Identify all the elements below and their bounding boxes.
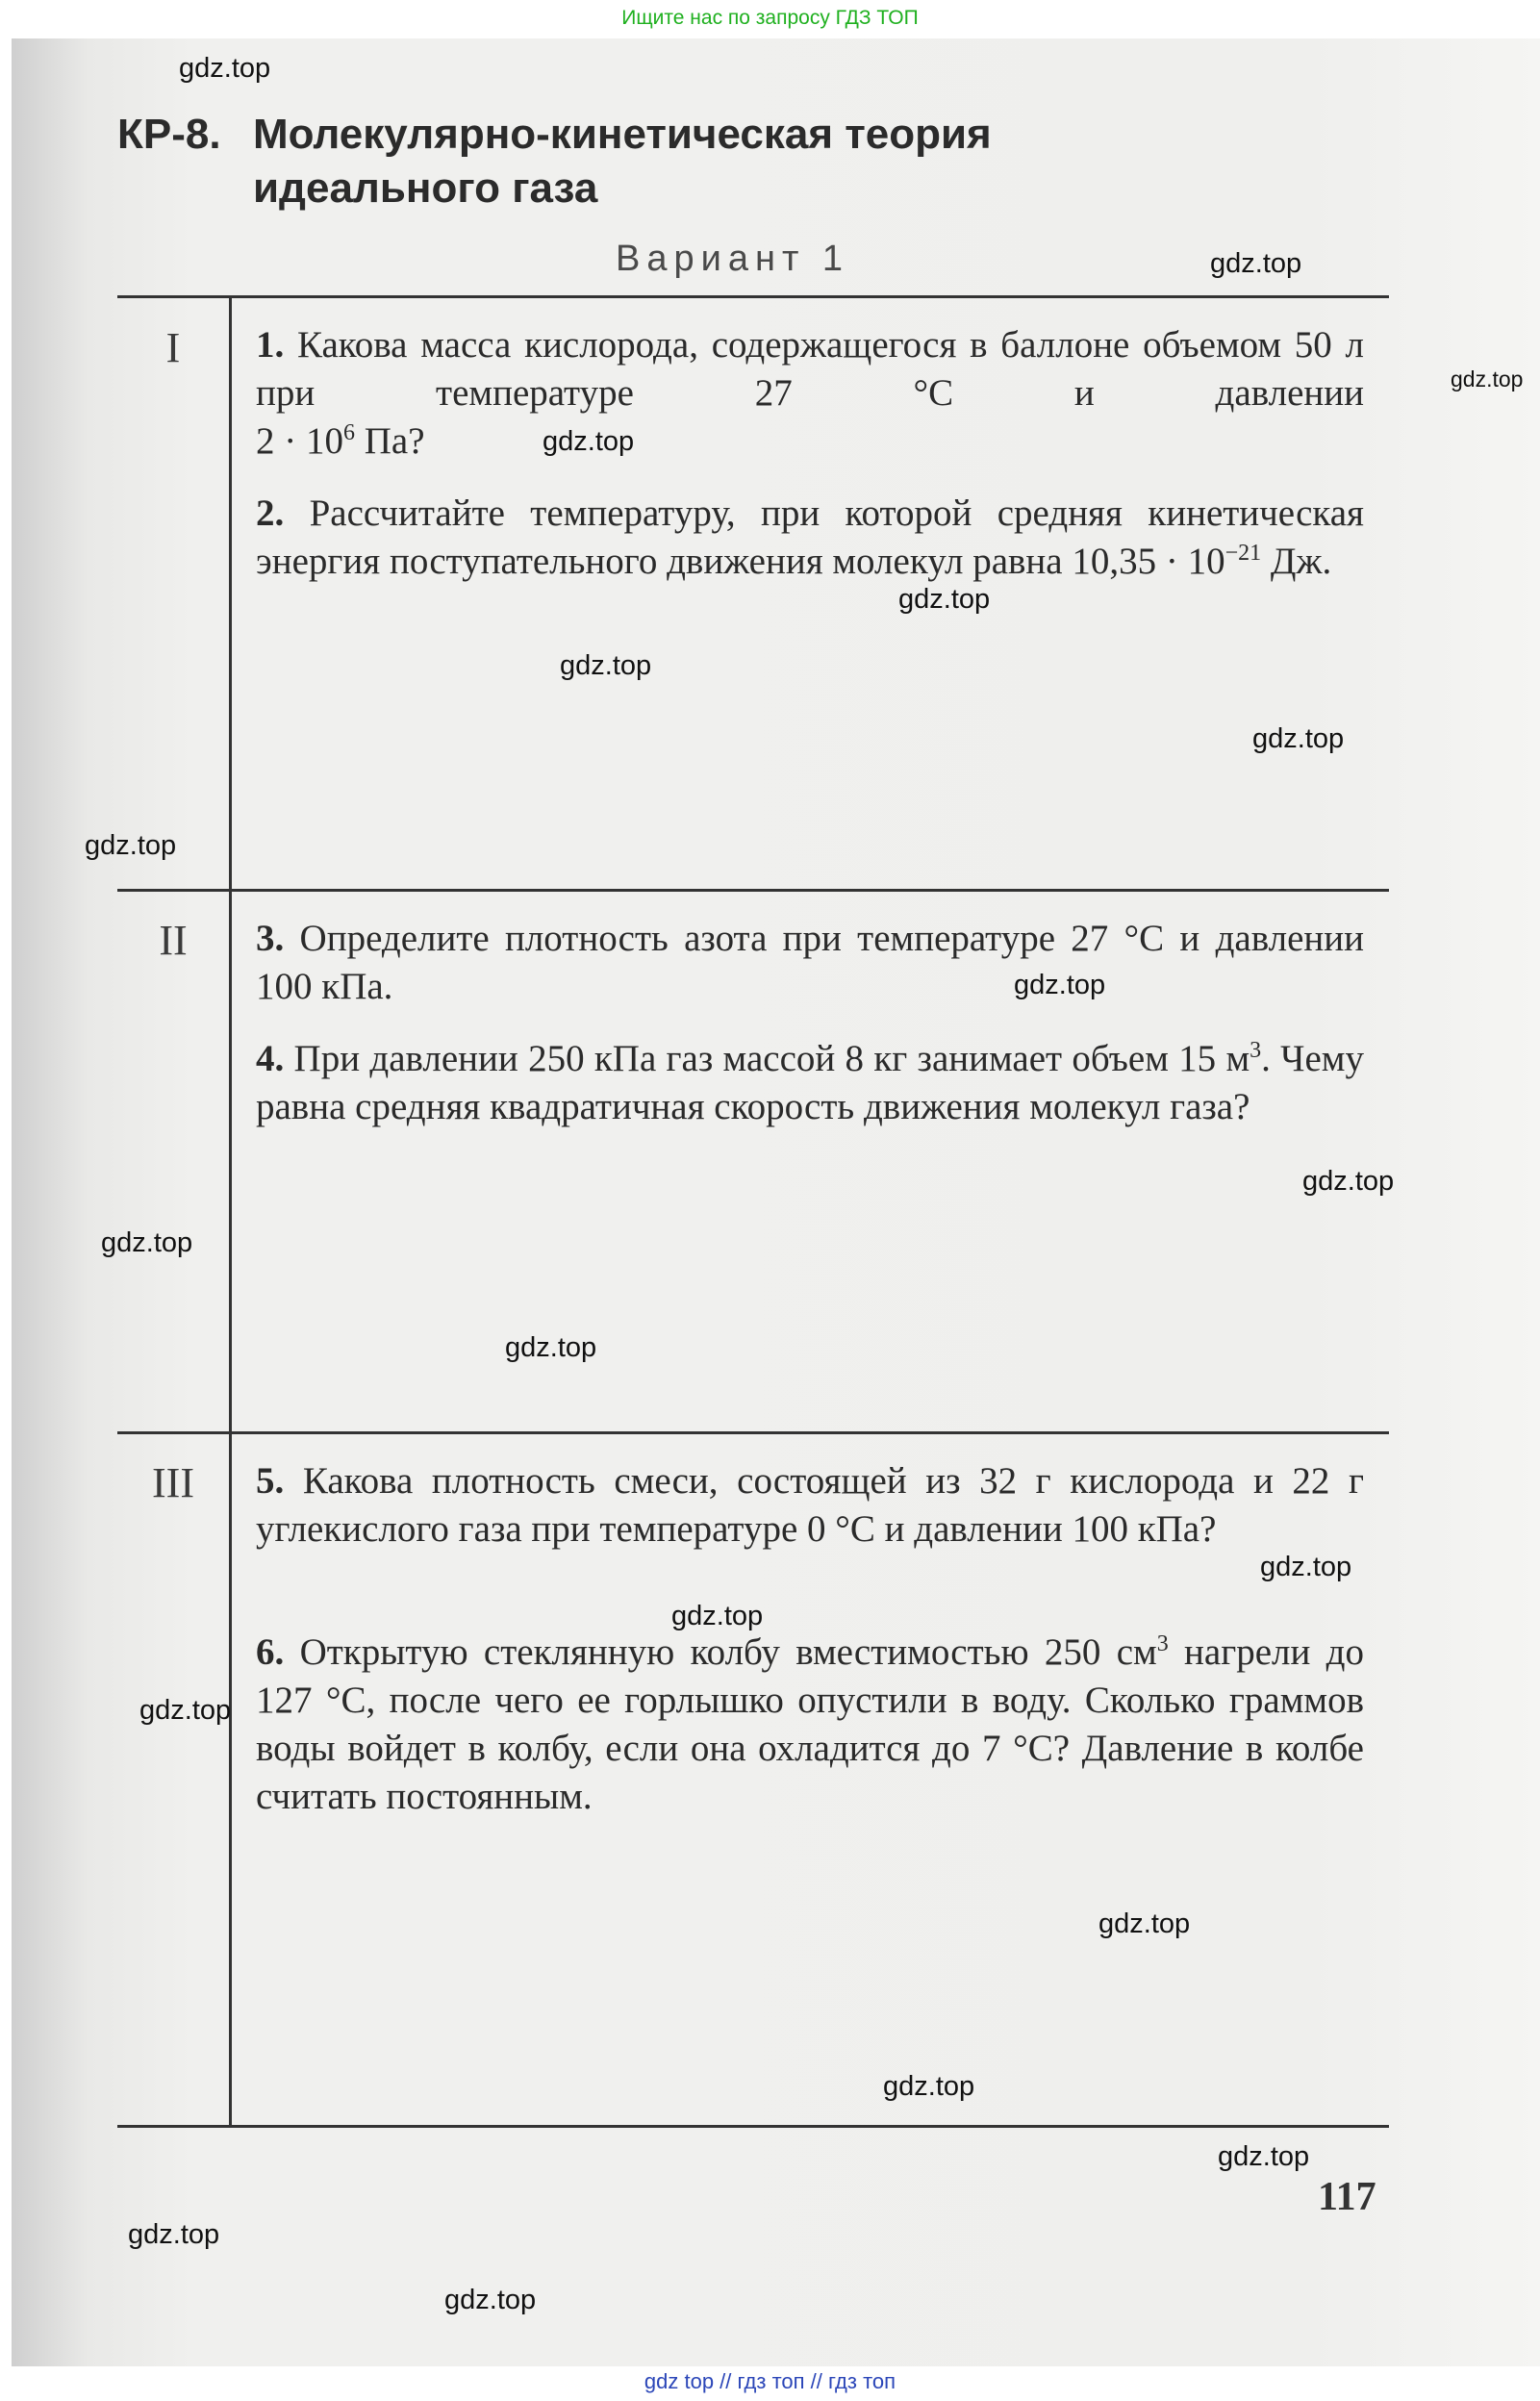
section-divider-1 (117, 889, 1389, 892)
table-column-rule (229, 295, 232, 2127)
task-exponent: −21 (1224, 541, 1262, 566)
page-title (117, 108, 1272, 215)
task-5 (256, 1457, 1364, 1554)
task-2 (256, 490, 1364, 586)
watermark: gdz.top (898, 584, 991, 615)
watermark: gdz.top (1252, 723, 1345, 754)
task-number: 3. (256, 918, 285, 959)
table-top-rule (117, 295, 1389, 298)
task-exponent: 3 (1156, 1631, 1169, 1656)
variant-label: Вариант 1 (616, 239, 850, 279)
task-number: 1. (256, 324, 285, 366)
task-text-end: нагрели до 127 °С, после чего ее горлышко опустили в воду. Сколько граммов воды войдет в колбу, если она охладится до 7 °С? Давление в колбе считать постоянным. (256, 1631, 1364, 1817)
watermark: gdz.top (139, 1695, 232, 1726)
watermark: gdz.top (543, 426, 635, 457)
watermark: gdz.top (101, 1227, 193, 1258)
task-text: Какова масса кислорода, содержащегося в баллоне объемом 50 л при температуре 27 °С и давлении (256, 324, 1365, 414)
task-4 (256, 1035, 1364, 1131)
task-text: Рассчитайте температуру, при которой средняя кинетическая энергия поступательного движения молекул равна (256, 493, 1364, 582)
watermark: gdz.top (444, 2285, 537, 2315)
page-number: 117 (1318, 2175, 1376, 2219)
top-banner: Ищите нас по запросу ГДЗ ТОП (0, 0, 1540, 38)
task-text-end: . Чему равна средняя квадратичная скорость движения молекул газа? (256, 1038, 1364, 1127)
title-line-2: идеального газа (253, 164, 598, 212)
task-text: Определите плотность азота при температуре 27 °С и давлении 100 кПа. (256, 918, 1365, 1007)
watermark: gdz.top (1218, 2141, 1310, 2172)
task-formula: 10,35 · 10 (1072, 541, 1225, 582)
watermark: gdz.top (505, 1332, 597, 1363)
bottom-banner: gdz top // гдз топ // гдз топ (0, 2366, 1540, 2401)
watermark: gdz.top (1014, 970, 1106, 1000)
task-exponent: 3 (1250, 1038, 1262, 1063)
watermark: gdz.top (128, 2219, 220, 2250)
watermark: gdz.top (560, 650, 652, 681)
task-number: 2. (256, 493, 285, 534)
watermark: gdz.top (671, 1601, 764, 1631)
task-text: Открытую стеклянную колбу вместимостью 250 см (299, 1631, 1157, 1673)
task-number: 5. (256, 1460, 285, 1502)
watermark: gdz.top (1098, 1908, 1191, 1939)
task-3 (256, 915, 1364, 1011)
watermark: gdz.top (1302, 1166, 1395, 1197)
section-label-III: III (152, 1459, 194, 1506)
watermark: gdz.top (1210, 248, 1302, 279)
watermark: gdz.top (85, 830, 177, 861)
test-number: КР-8. (117, 111, 221, 158)
task-text: Какова плотность смеси, состоящей из 32 г кислорода и 22 г углекислого газа при температуре 0 °С и давлении 100 кПа? (256, 1460, 1365, 1550)
task-formula: 2 · 10 (256, 420, 343, 462)
watermark: gdz.top (1451, 366, 1524, 392)
task-number: 6. (256, 1631, 285, 1673)
task-text-end: Дж. (1261, 541, 1332, 582)
table-bottom-rule (117, 2125, 1389, 2128)
watermark: gdz.top (883, 2071, 975, 2102)
task-6 (256, 1629, 1364, 1821)
title-line-1: Молекулярно-кинетическая теория (253, 111, 992, 158)
task-number: 4. (256, 1038, 285, 1079)
watermark: gdz.top (179, 53, 271, 84)
task-1 (256, 321, 1364, 466)
section-label-I: I (165, 324, 181, 371)
watermark: gdz.top (1260, 1552, 1352, 1582)
task-text: При давлении 250 кПа газ массой 8 кг занимает объем 15 м (293, 1038, 1250, 1079)
section-divider-2 (117, 1431, 1389, 1434)
section-label-II: II (159, 917, 188, 964)
task-text-end: Па? (355, 420, 425, 462)
task-exponent: 6 (343, 420, 355, 445)
